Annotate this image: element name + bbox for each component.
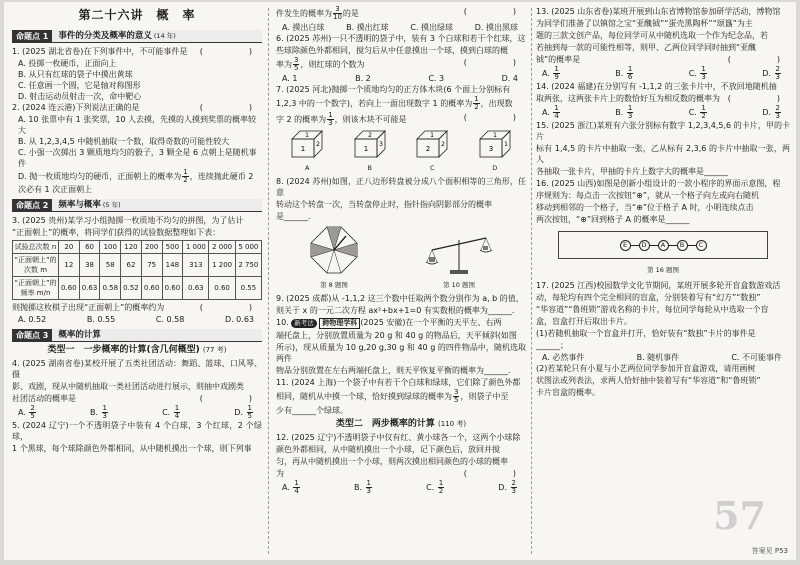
q12-option-d[interactable]: D. $\frac{2}{3}$ xyxy=(498,479,516,495)
q1-option-d[interactable]: D. 射击运动员射击一次，命中靶心 xyxy=(18,92,142,101)
section-tag: 命题点 1 xyxy=(12,30,52,43)
svg-text:2: 2 xyxy=(367,132,372,139)
cube-option-d[interactable]: 3 1 1 D xyxy=(478,129,512,174)
q4-option-b[interactable]: B. $\frac{1}{3}$ xyxy=(89,404,107,420)
figures-8-10 xyxy=(276,224,526,291)
section-title: 事件的分类及概率的意义 xyxy=(58,30,152,41)
table-cell: 0.63 xyxy=(79,277,100,300)
table-cell: 100 xyxy=(100,241,121,254)
q3-option-b[interactable]: B. 0.55 xyxy=(86,315,116,324)
section-header-1 xyxy=(12,30,262,43)
q5-option-a[interactable]: A. 摸出白球 xyxy=(282,23,325,32)
cube-option-b[interactable]: 1 3 2 B xyxy=(353,129,387,174)
table-cell: 58 xyxy=(100,254,121,277)
table-cell: 0.55 xyxy=(235,277,261,300)
q4-option-c[interactable]: C. $\frac{1}{4}$ xyxy=(162,404,180,420)
page-title: 第二十六讲 概 率 xyxy=(78,8,196,22)
q2-option-c[interactable]: C. 小强一次掷出 3 颗质地均匀的骰子，3 颗全是 6 点朝上是随机事件 xyxy=(18,148,257,168)
q14-option-b[interactable]: B. $\frac{1}{3}$ xyxy=(615,104,633,120)
svg-text:3: 3 xyxy=(378,141,383,148)
cross-subject-tag: 跨物理学科 xyxy=(319,318,360,329)
question-9: 9. (2025 成都)从 -1,1,2 这三个数中任取两个数分别作为 a, b 的值， xyxy=(276,294,524,303)
table-cell: 120 xyxy=(121,241,142,254)
table-row-header: 试验总次数 n xyxy=(13,241,59,254)
table-cell: 148 xyxy=(162,254,183,277)
grid-cell-b: B xyxy=(677,240,688,251)
table-cell: 1 000 xyxy=(183,241,209,254)
q3-option-c[interactable]: C. 0.58 xyxy=(155,315,185,324)
table-cell: 0.60 xyxy=(59,277,80,300)
q17-options xyxy=(536,352,790,363)
table-row xyxy=(13,241,262,254)
svg-text:3: 3 xyxy=(488,145,493,153)
question-10: 10. 新考法 跨物理学科 (2025 安徽)在一个平衡的天平左、右两 xyxy=(276,318,502,327)
table-cell: 1 200 xyxy=(209,254,235,277)
page-number: 57 xyxy=(713,493,766,538)
cube-option-a[interactable]: 1 2 1 A xyxy=(290,129,324,174)
question-6: 6. (2025 苏州)一只不透明的袋子中，装有 3 个白球和若干个红球，这 xyxy=(276,34,526,43)
question-17: 17. (2025 江西)校园数学文化节期间，某班开展多轮开盲盒数游戏活 xyxy=(536,281,781,290)
frequency-table xyxy=(12,240,262,300)
question-15: 15. (2025 浙江)某班有六张分别标有数字 1,2,3,4,5,6 的卡片，甲的卡片 xyxy=(536,121,790,141)
question-5: 5. (2024 辽宁)一个不透明袋子中装有 4 个白球，3 个红球，2 个绿球， xyxy=(12,421,262,441)
svg-text:1: 1 xyxy=(430,132,435,139)
q14-option-a[interactable]: A. $\frac{1}{4}$ xyxy=(542,104,559,120)
q3-option-a[interactable]: A. 0.52 xyxy=(18,315,47,324)
table-cell: 500 xyxy=(162,241,183,254)
svg-text:1: 1 xyxy=(503,141,508,148)
column-left: 第二十六讲 概 率 命题点 1 事件的分类及概率的意义 (14 年) ( ) 1. (2025 湖北省卷)在下列事件中，不可能事件是 A. 投掷一枚硬币，正面向上 B. 从只有红球的袋子中摸出黄球 C. 任意画一个圆，它是轴对称图形 D. 射击运动员射击一次，命中靶心 ( ) 2. (2024 连云港)下列说法正确的是 A. 10 张票中有 1 张奖票，10 人去摸，先摸的人摸到奖票的概率较大 B. 从 1,2,3,4,5 中随机抽取一个数，取得奇数的可能性较大 C. 小强一次掷出 3 颗质地均匀的骰子，3 颗全是 6 点朝上是随机事件 D. 抛一枚质地均匀的硬币，正面朝上的概率为 $\frac{1}{2}$ ，连续抛此硬币 2 次必有 1 次正面朝上 命题点 2 频率与概率 (5 年) 3. (2025 贵州)某学习小组抛掷一枚质地不均匀的拼图，为了估计 “正面朝上”的概率，将同学们获得的试验数据整理如下表： 试验总次数 n 20 60 100 120 200 500 1 000 2 000 5 000 “正面朝上”的次数 m 12 38 58 62 75 148 313 1 200 2 750 “正面朝上”的频率 m/n 0.60 0.63 0.58 0.52 0.60 0.60 0.63 0.60 0.55 ( ) 则抛掷这枚棋子出现“正面朝上”的概率约为 A. 0.52 B. 0.55 C. 0.58 D. 0.63 命题点 3 概率的计算 类型一 一步概率的计算(含几何概型) (77 考) 4. (2025 湖南省卷)某校开展了五类社团活动：舞蹈、篮球、口风琴、摄 影、戏剧，现从中随机抽取一类社团活动进行展示，则抽中戏剧类 ( ) 社团活动的概率是 A. $\frac{2}{5}$ B. $\frac{1}{3}$ C. $\frac{1}{4}$ D. $\frac{1}{5}$ 5. (2024 辽宁)一个不透明袋子中装有 4 个白球，3 个红球，2 个绿球， 1 个黑球，每个球除颜色外都相同，从中随机摸出一个球，则下列事 xyxy=(12,2,262,455)
q17-option-c[interactable]: C. 不可能事件 xyxy=(731,353,782,362)
q13-option-b[interactable]: B. $\frac{1}{6}$ xyxy=(615,65,633,81)
question-1: ( ) 1. (2025 湖北省卷)在下列事件中，不可能事件是 xyxy=(12,47,262,56)
q12-options xyxy=(276,480,526,495)
table-cell: 12 xyxy=(59,254,80,277)
q12-option-b[interactable]: B. $\frac{1}{3}$ xyxy=(353,479,371,495)
question-14: 14. (2024 福建)在分别写有 -1,1,2 的三张卡片中，不放回地随机抽 xyxy=(536,82,777,91)
svg-text:1: 1 xyxy=(363,145,368,153)
q4-option-a[interactable]: A. $\frac{2}{5}$ xyxy=(18,404,35,420)
question-3-cont: “正面朝上”的概率，将同学们获得的试验数据整理如下表： xyxy=(12,228,221,237)
q5-option-d[interactable]: D. 摸出黑球 xyxy=(474,23,518,32)
table-cell: 60 xyxy=(79,241,100,254)
q6-option-b[interactable]: B. 2 xyxy=(355,74,371,83)
q2-option-d-cont: 次必有 1 次正面朝上 xyxy=(18,185,93,194)
q12-option-a[interactable]: A. $\frac{1}{4}$ xyxy=(282,479,299,495)
q14-options xyxy=(536,105,790,120)
grid-cell-c: C xyxy=(696,240,707,251)
q5-option-c[interactable]: C. 摸出绿球 xyxy=(410,23,454,32)
q5-option-b[interactable]: B. 摸出红球 xyxy=(346,23,389,32)
grid-cell-e: E xyxy=(620,240,631,251)
table-cell: 2 000 xyxy=(209,241,235,254)
q6-option-d[interactable]: D. 4 xyxy=(501,74,518,83)
table-row-header: “正面朝上”的频率 m/n xyxy=(13,277,59,300)
q6-options xyxy=(276,73,526,84)
question-13: 13. (2025 山东省卷)某班开展到山东省博物馆参加研学活动，博物馆 xyxy=(536,7,781,16)
question-16: 16. (2025 山西)如图是创新小组设计的一款小程序的界面示意图，程 xyxy=(536,179,781,188)
question-8: 8. (2024 苏州)如图，正八边形转盘被分成八个面积相等的三角形，任意 xyxy=(276,177,526,197)
column-divider xyxy=(268,8,269,554)
balance-scale-figure: 第 10 题图 xyxy=(424,230,494,291)
question-2: ( ) 2. (2024 连云港)下列说法正确的是 xyxy=(12,103,262,112)
q2-option-b[interactable]: B. 从 1,2,3,4,5 中随机抽取一个数，取得奇数的可能性较大 xyxy=(18,137,230,146)
chain-link xyxy=(688,245,696,246)
section-header-2: 命题点 2 频率与概率 (5 年) xyxy=(12,199,262,212)
table-cell: 38 xyxy=(79,254,100,277)
q2-option-d[interactable]: D. 抛一枚质地均匀的硬币，正面朝上的概率为 $\frac{1}{2}$ ，连续抛此硬币 2 xyxy=(18,168,254,184)
svg-text:1: 1 xyxy=(492,132,497,139)
question-4: 4. (2025 湖南省卷)某校开展了五类社团活动：舞蹈、篮球、口风琴、摄 xyxy=(12,359,262,379)
q6-option-a[interactable]: A. 1 xyxy=(282,74,298,83)
cube-option-c[interactable]: 2 2 1 C xyxy=(415,129,449,174)
table-cell: 313 xyxy=(183,254,209,277)
table-row xyxy=(13,277,262,300)
table-row xyxy=(13,254,262,277)
svg-text:1: 1 xyxy=(305,132,310,139)
q17-option-a[interactable]: A. 必然事件 xyxy=(542,353,585,362)
q3-options xyxy=(12,314,262,325)
table-cell: 75 xyxy=(141,254,162,277)
octagon-spinner-figure: 第 8 题图 xyxy=(308,224,360,291)
question-3-tail: ( ) 则抛掷这枚棋子出现“正面朝上”的概率约为 xyxy=(12,303,262,312)
q2-option-a[interactable]: A. 10 张票中有 1 张奖票，10 人去摸，先摸的人摸到奖票的概率较大 xyxy=(18,115,257,135)
q17-option-b[interactable]: B. 随机事件 xyxy=(636,353,680,362)
svg-text:2: 2 xyxy=(316,141,321,148)
table-cell: 200 xyxy=(141,241,162,254)
question-7: 7. (2025 河北)抛掷一个质地均匀的正方体木块(6 个面上分别标有 xyxy=(276,85,511,94)
q1-option-a[interactable]: A. 投掷一枚硬币，正面向上 xyxy=(18,59,117,68)
grid-chain-figure xyxy=(558,231,768,259)
table-cell: 0.60 xyxy=(209,277,235,300)
q14-option-d[interactable]: D. $\frac{2}{3}$ xyxy=(762,104,780,120)
table-cell: 5 000 xyxy=(235,241,261,254)
table-cell: 2 750 xyxy=(235,254,261,277)
column-divider xyxy=(531,8,532,554)
q7-cube-figures xyxy=(276,129,526,174)
q14-option-c[interactable]: C. $\frac{1}{2}$ xyxy=(688,104,706,120)
svg-text:1: 1 xyxy=(301,145,306,153)
section-header-3: 命题点 3 概率的计算 xyxy=(12,329,262,342)
column-right: 13. (2025 山东省卷)某班开展到山东省博物馆参加研学活动，博物馆 为同学们准备了以镇馆之宝“亚醜钺”“蛋壳黑陶杯”“颂簋”为主 题的三款文创产品，每位同学可从中随机选取一个作为纪念品，若 若抽到每一款的可能性相等，则甲、乙两位同学同时抽到“亚醜 ( ) 钺”的概率是 A. $\frac{1}{9}$ B. $\frac{1}{6}$ C. $\frac{1}{3}$ D. $\frac{2}{3}$ 14. (2024 福建)在分别写有 -1,1,2 的三张卡片中，不放回地随机抽 ( ) 取两张，这两张卡片上的数恰好互为相反数的概率为 A. $\frac{1}{4}$ B. $\frac{1}{3}$ C. $\frac{1}{2}$ D. $\frac{2}{3}$ 15. (2025 浙江)某班有六张分别标有数字 1,2,3,4,5,6 的卡片，甲的卡片 标有 1,4,5 的卡片中抽取一张，乙从标有 2,3,6 的卡片中抽取一张，两人 各抽取一张卡片，甲抽的卡片上数字大的概率是______ 16. (2025 山西)如图是创新小组设计的一款小程序的界面示意图，程 序规则为：每点击一次按钮“⊕”，就从一个格子向左或向右随机 移动到相邻的一个格子，当“⊕”位于格子 A 时，小明连续点击 两次按钮，“⊕”回到格子 A 的概率是______ E D A B C 第 16 题图 17. (2025 江西)校园数学文化节期间，某班开展多轮开盲盒数游戏活 动，每轮均有四个完全相同的盲盒，分别装着写有“幻方”“数独” “华容道”“鲁班锁”游戏名称的卡片，每位同学每轮从中选取一个盲 盒，盲盒打开后取出卡片。 (1)若随机抽取一个盲盒并打开，恰好装有“数独”卡片的事件是 ______； A. 必然事件 B. 随机事件 C. 不可能事件 (2)若某轮只有小夏与小艺两位同学参加开盲盒游戏，请用画树 状图法或列表法，求两人恰好抽中装着写有“华容道”和“鲁班锁” 卡片盲盒的概率。 xyxy=(536,7,790,397)
svg-text:2: 2 xyxy=(441,141,446,148)
q13-options xyxy=(536,66,790,81)
q1-option-c[interactable]: C. 任意画一个圆，它是轴对称图形 xyxy=(18,81,141,90)
table-cell: 0.60 xyxy=(141,277,162,300)
q5-options xyxy=(276,22,526,33)
grid-cell-a: A xyxy=(658,240,669,251)
table-cell: 0.52 xyxy=(121,277,142,300)
q13-option-a[interactable]: A. $\frac{1}{9}$ xyxy=(542,65,559,81)
answer-reference: 答案见 P53 xyxy=(751,547,788,555)
q1-option-b[interactable]: B. 从只有红球的袋子中摸出黄球 xyxy=(18,70,133,79)
column-middle: ( ) 件发生的概率为 $\frac{3}{10}$ 的是 A. 摸出白球 B. 摸出红球 C. 摸出绿球 D. 摸出黑球 6. (2025 苏州)一只不透明的袋子中，装有 3 个白球和若干个红球，这 些球除颜色外都相同，搅匀后从中任意摸出一个球，摸到白球的概 ( ) 率为 $\frac{3}{5}$ ，则红球的个数为 A. 1 B. 2 C. 3 D. 4 7. (2025 河北)抛掷一个质地均匀的正方体木块(6 个面上分别标有 1,2,3 中的一个数字)，若向上一面出现数字 1 的概率为 $\frac{1}{2}$ ，出现数 ( ) 字 2 的概率为 $\frac{1}{3}$ ，则该木块不可能是 1 2 1 A 1 3 2 B 2 2 1 C 3 1 1 D 8. (2024 苏州)如图，正八边形转盘被分成八个面积相等的三角形，任意 转动这个转盘一次，当转盘停止时，指针指向阴影部分的概率 是______. 第 8 题图 第 10 题图 9. (2025 成都)从 -1,1,2 这三个数中任取两个数分别作为 a, b 的值， 则关于 x 的一元二次方程 ax²+bx+1=0 有实数根的概率为______. 10. 新考法 跨物理学科 (2025 安徽)在一个平衡的天平左、右两 端托盘上，分别放置质量为 20 g 和 40 g 的物品后，天平倾斜(如图 所示)，现从质量为 10 g,20 g,30 g 和 40 g 的四件物品中，随机选取两件 物品分别放置在左右两端托盘上，则天平恢复平衡的概率为______. 11. (2024 上海)一个袋子中有若干个白球和绿球，它们除了颜色外都 相同，随机从中摸一个球，恰好摸到绿球的概率为 $\frac{3}{5}$ ，则袋子中至 少有______个绿球。 类型二 两步概率的计算 (110 考) 12. (2025 辽宁)不透明袋子中仅有红、黄小球各一个，这两个小球除 颜色外都相同，从中随机摸出一个小球，记下颜色后，放回并搅 匀，再从中随机摸出一个小球，则两次摸出相同颜色的小球的概率 ( ) 为 A. $\frac{1}{4}$ B. $\frac{1}{3}$ C. $\frac{1}{2}$ D. $\frac{2}{3}$ xyxy=(276,5,526,495)
q12-option-c[interactable]: C. $\frac{1}{2}$ xyxy=(426,479,444,495)
grid-cell-d: D xyxy=(639,240,650,251)
type-heading-2: 类型二 两步概率的计算 (110 考) xyxy=(335,419,467,429)
table-cell: 0.63 xyxy=(183,277,209,300)
chain-link xyxy=(669,245,677,246)
table-row-header: “正面朝上”的次数 m xyxy=(13,254,59,277)
q13-option-d[interactable]: D. $\frac{2}{3}$ xyxy=(762,65,780,81)
type-heading-1: 类型一 一步概率的计算(含几何概型) (77 考) xyxy=(47,345,227,355)
chain-link xyxy=(631,245,639,246)
q6-option-c[interactable]: C. 3 xyxy=(428,74,445,83)
worksheet-page xyxy=(4,2,796,560)
q13-option-c[interactable]: C. $\frac{1}{3}$ xyxy=(688,65,706,81)
question-5-cont: ( ) 件发生的概率为 $\frac{3}{10}$ 的是 xyxy=(276,5,526,21)
table-cell: 0.60 xyxy=(162,277,183,300)
question-3: 3. (2025 贵州)某学习小组抛掷一枚质地不均匀的拼图，为了估计 xyxy=(12,216,244,225)
svg-text:2: 2 xyxy=(426,145,431,153)
section-count: (14 年) xyxy=(153,31,176,40)
q3-option-d[interactable]: D. 0.63 xyxy=(224,315,254,324)
table-cell: 62 xyxy=(121,254,142,277)
question-11: 11. (2024 上海)一个袋子中有若干个白球和绿球，它们除了颜色外都 xyxy=(276,378,521,387)
table-cell: 0.58 xyxy=(100,277,121,300)
table-cell: 20 xyxy=(59,241,80,254)
q4-options xyxy=(12,405,262,420)
chain-link xyxy=(650,245,658,246)
new-method-badge: 新考法 xyxy=(291,319,317,328)
q4-option-d[interactable]: D. $\frac{1}{5}$ xyxy=(234,404,252,420)
question-12: 12. (2025 辽宁)不透明袋子中仅有红、黄小球各一个，这两个小球除 xyxy=(276,433,521,442)
